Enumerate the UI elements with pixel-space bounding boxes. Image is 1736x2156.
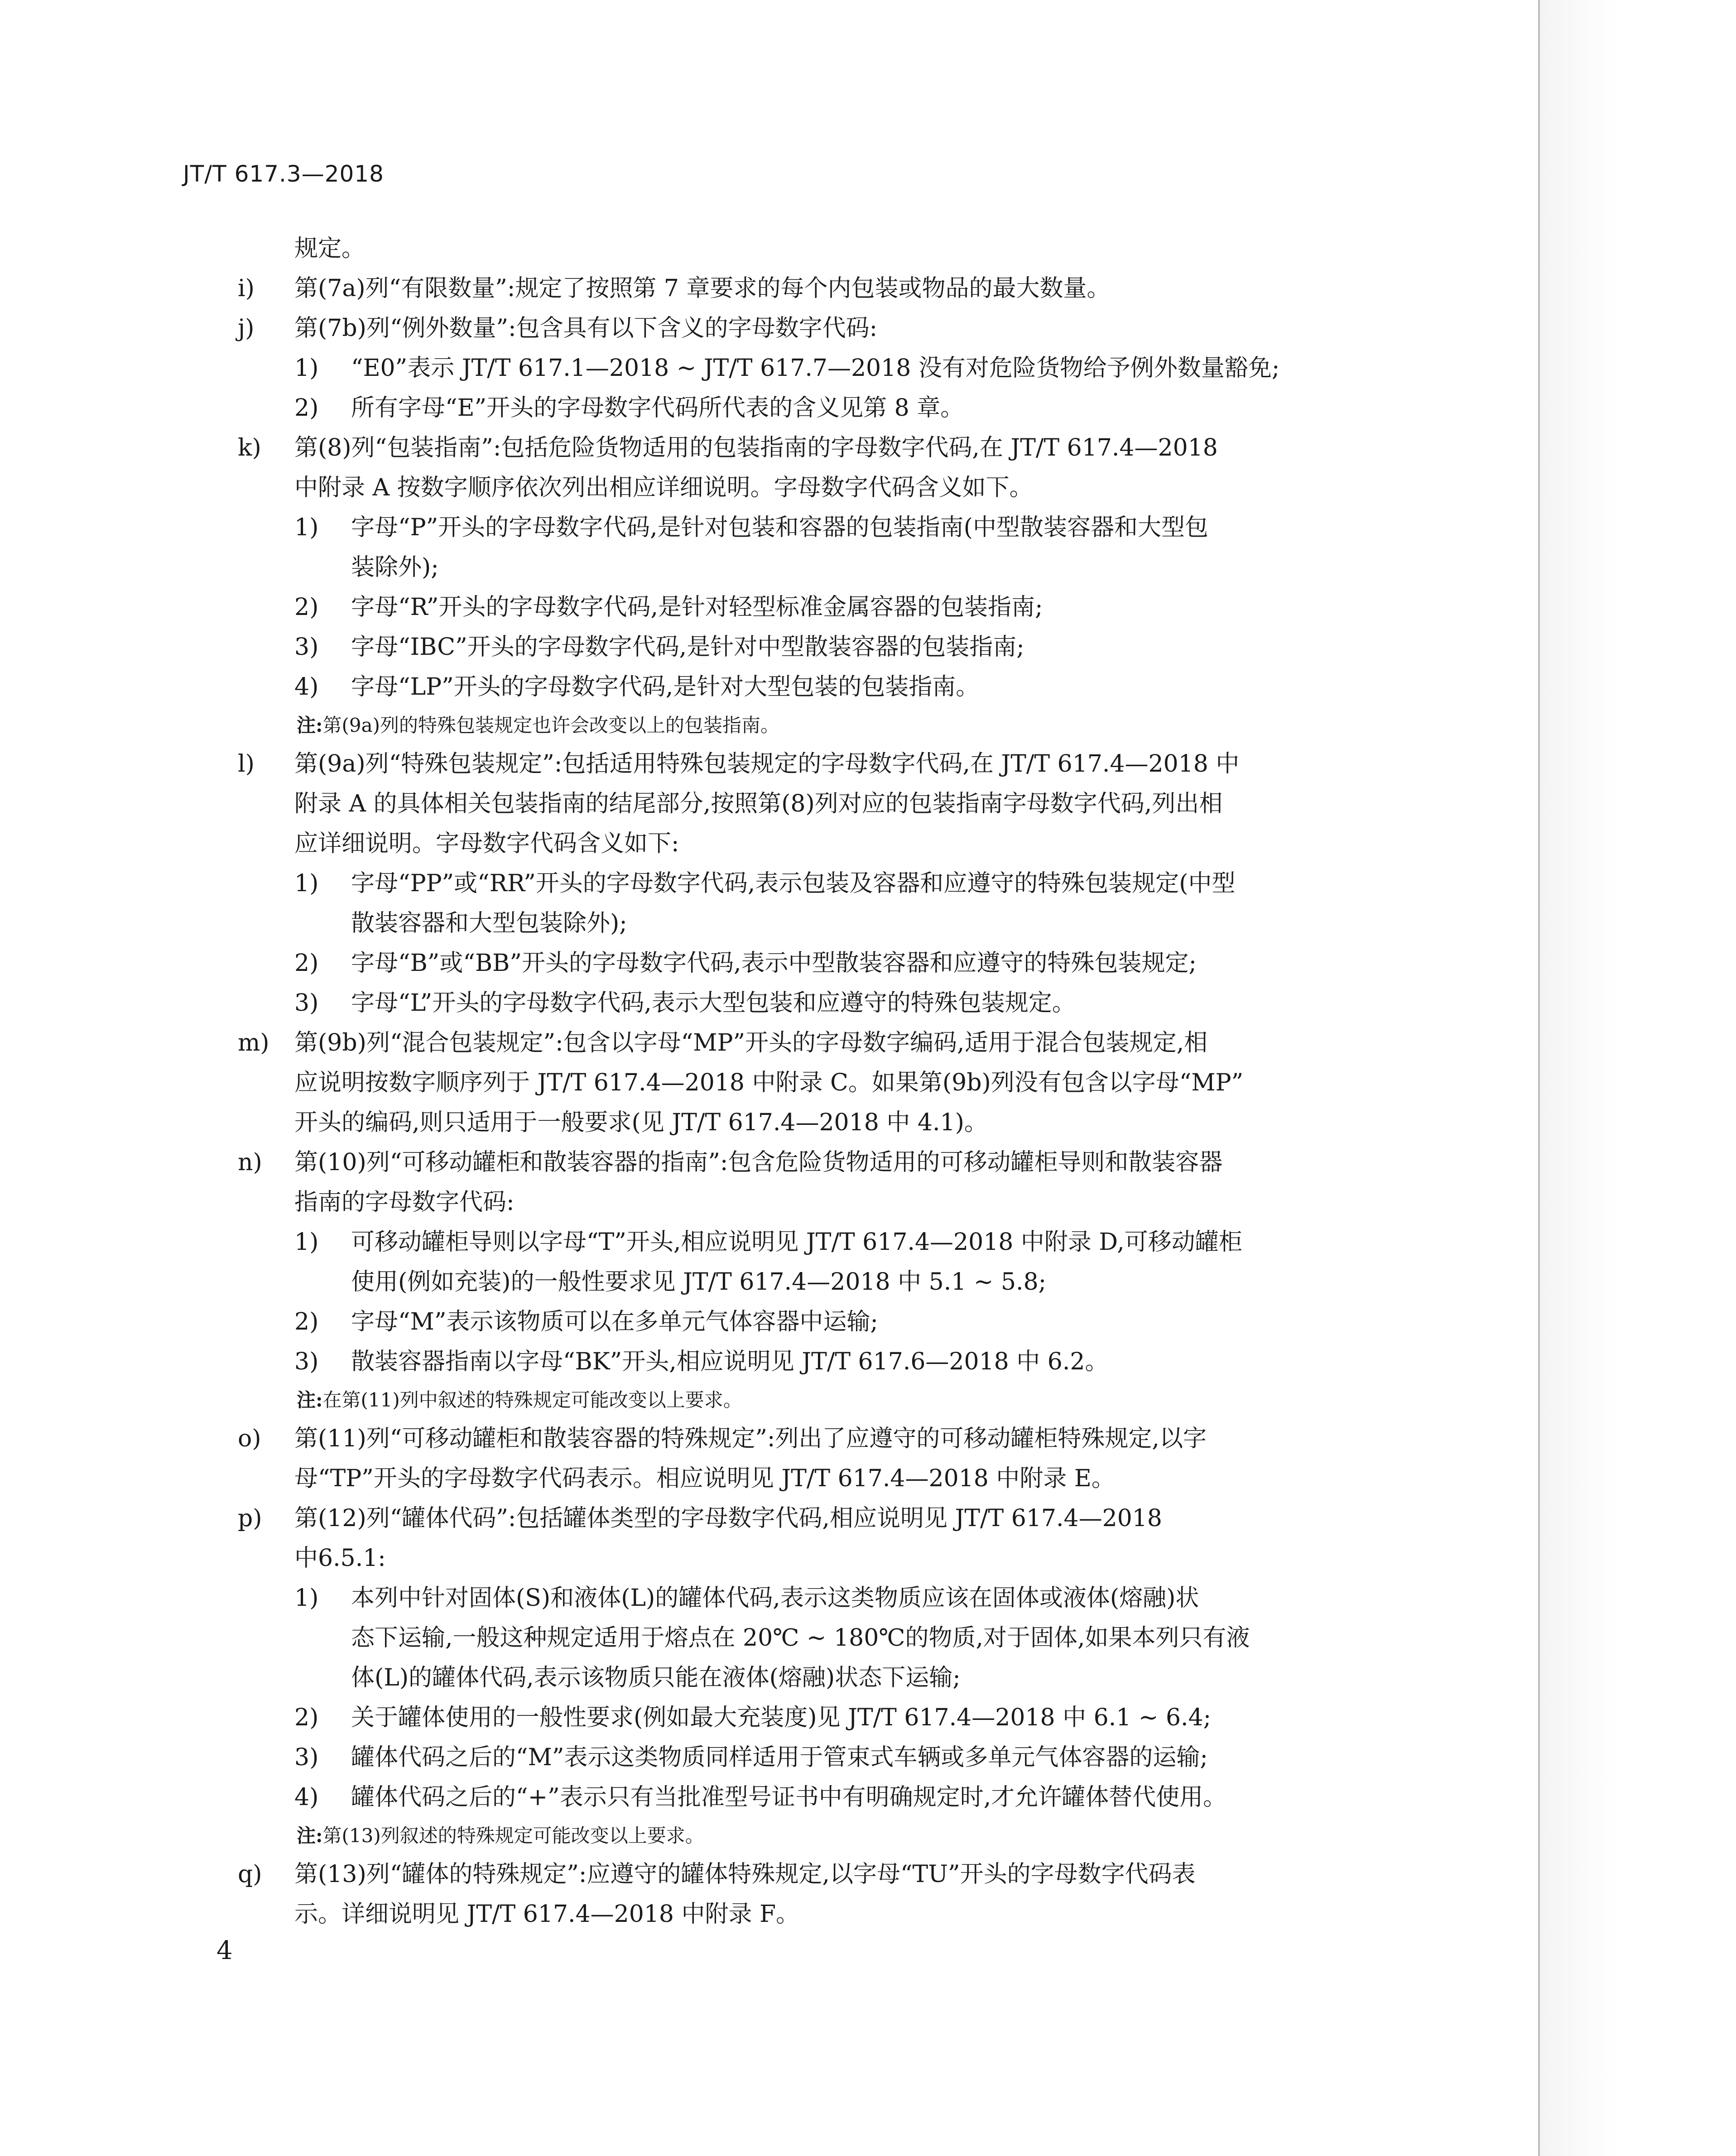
sub-list-item [0, 667, 1359, 707]
list-item [0, 1419, 1359, 1459]
note-text [297, 707, 779, 744]
line-text: 本列中针对固体(S)和液体(L)的罐体代码,表示这类物质应该在固体或液体(熔融)状 [351, 1585, 1199, 1612]
text-line [0, 1658, 1359, 1698]
list-marker: q) [238, 1861, 262, 1888]
line-text: 第(9a)列“特殊包装规定”:包括适用特殊包装规定的字母数字代码,在 JT/T 617.4—2018 中 [294, 750, 1240, 778]
list-marker: 3) [294, 1348, 319, 1375]
list-item [0, 269, 1359, 308]
line-text: 字母“M”表示该物质可以在多单元气体容器中运输; [351, 1308, 878, 1335]
list-marker: 3) [294, 1744, 319, 1771]
line-text: 应详细说明。字母数字代码含义如下: [294, 830, 679, 857]
list-marker: 3) [294, 634, 319, 661]
list-marker: 1) [294, 514, 319, 541]
text-line [0, 468, 1359, 508]
list-marker: n) [238, 1149, 262, 1176]
line-text: 字母“L”开头的字母数字代码,表示大型包装和应遵守的特殊包装规定。 [351, 989, 1076, 1017]
line-text: 罐体代码之后的“M”表示这类物质同样适用于管束式车辆或多单元气体容器的运输; [351, 1744, 1208, 1771]
list-marker: 2) [294, 950, 319, 977]
line-text: 开头的编码,则只适用于一般要求(见 JT/T 617.4—2018 中 4.1)。 [294, 1109, 988, 1136]
list-marker: k) [238, 434, 261, 461]
list-item [0, 308, 1359, 348]
sub-list-item [0, 1302, 1359, 1342]
line-text: 装除外); [351, 554, 439, 581]
list-marker: 3) [294, 989, 319, 1017]
sub-list-item [0, 1578, 1359, 1618]
list-marker: p) [238, 1505, 262, 1532]
line-text: 规定。 [294, 235, 365, 262]
note-text [297, 1382, 742, 1419]
list-item [0, 1023, 1359, 1063]
line-text: 应说明按数字顺序列于 JT/T 617.4—2018 中附录 C。如果第(9b)列没有包含以字母“MP” [294, 1069, 1244, 1096]
line-text: 态下运输,一般这种规定适用于熔点在 20℃ ~ 180℃的物质,对于固体,如果本列只有液 [351, 1624, 1250, 1652]
sub-list-item [0, 983, 1359, 1023]
line-text: 第(10)列“可移动罐柜和散装容器的指南”:包含危险货物适用的可移动罐柜导则和散装容器 [294, 1149, 1223, 1176]
note-body: 第(9a)列的特殊包装规定也许会改变以上的包装指南。 [322, 714, 780, 736]
list-item [0, 428, 1359, 468]
line-text: 罐体代码之后的“+”表示只有当批准型号证书中有明确规定时,才允许罐体替代使用。 [351, 1784, 1227, 1811]
note-body: 在第(11)列中叙述的特殊规定可能改变以上要求。 [322, 1389, 742, 1411]
sub-list-item [0, 508, 1359, 547]
list-marker: 1) [294, 355, 319, 382]
line-text: 中6.5.1: [294, 1545, 386, 1572]
line-text: 使用(例如充装)的一般性要求见 JT/T 617.4—2018 中 5.1 ~ 5.8; [351, 1268, 1047, 1296]
sub-list-item [0, 388, 1359, 428]
running-header: JT/T 617.3—2018 [183, 161, 384, 187]
sub-list-item [0, 1698, 1359, 1738]
line-text: 附录 A 的具体相关包装指南的结尾部分,按照第(8)列对应的包装指南字母数字代码,列出相 [294, 790, 1223, 817]
line-text: 中附录 A 按数字顺序依次列出相应详细说明。字母数字代码含义如下。 [294, 474, 1033, 501]
text-line [0, 1063, 1359, 1103]
list-item [0, 744, 1359, 784]
line-text: 字母“IBC”开头的字母数字代码,是针对中型散装容器的包装指南; [351, 634, 1024, 661]
text-line [0, 784, 1359, 824]
note-line [0, 1382, 1359, 1419]
list-marker: l) [238, 750, 255, 778]
note-line [0, 1817, 1359, 1854]
text-line [0, 1894, 1359, 1934]
list-marker: 2) [294, 394, 319, 422]
sub-list-item [0, 1222, 1359, 1262]
list-item [0, 1854, 1359, 1894]
sub-list-item [0, 1738, 1359, 1777]
list-item [0, 1498, 1359, 1538]
line-text: 字母“LP”开头的字母数字代码,是针对大型包装的包装指南。 [351, 673, 980, 701]
line-text: 第(7a)列“有限数量”:规定了按照第 7 章要求的每个内包装或物品的最大数量。 [294, 275, 1111, 302]
note-text [297, 1817, 704, 1854]
text-line [0, 1262, 1359, 1302]
list-marker: 1) [294, 1585, 319, 1612]
line-text: 所有字母“E”开头的字母数字代码所代表的含义见第 8 章。 [351, 394, 964, 422]
text-line [0, 1459, 1359, 1498]
list-marker: 4) [294, 1784, 319, 1811]
line-text: 第(12)列“罐体代码”:包括罐体类型的字母数字代码,相应说明见 JT/T 617.4—2018 [294, 1505, 1162, 1532]
sub-list-item [0, 1777, 1359, 1817]
line-text: 指南的字母数字代码: [294, 1189, 515, 1216]
sub-list-item [0, 348, 1359, 388]
line-text: 可移动罐柜导则以字母“T”开头,相应说明见 JT/T 617.4—2018 中附录 D,可移动罐柜 [351, 1229, 1242, 1256]
sub-list-item [0, 627, 1359, 667]
line-text: 字母“R”开头的字母数字代码,是针对轻型标准金属容器的包装指南; [351, 594, 1043, 621]
text-line [0, 547, 1359, 587]
line-text: “E0”表示 JT/T 617.1—2018 ~ JT/T 617.7—2018 没有对危险货物给予例外数量豁免; [351, 355, 1280, 382]
list-marker: o) [238, 1425, 261, 1452]
note-label: 注: [297, 1389, 323, 1411]
line-text: 第(7b)列“例外数量”:包含具有以下含义的字母数字代码: [294, 315, 878, 342]
text-line [0, 1538, 1359, 1578]
list-marker: 4) [294, 673, 319, 701]
line-text: 第(11)列“可移动罐柜和散装容器的特殊规定”:列出了应遵守的可移动罐柜特殊规定,以字 [294, 1425, 1207, 1452]
line-text: 第(9b)列“混合包装规定”:包含以字母“MP”开头的字母数字编码,适用于混合包装规定,相 [294, 1029, 1208, 1056]
line-text: 体(L)的罐体代码,表示该物质只能在液体(熔融)状态下运输; [351, 1664, 961, 1691]
line-text: 字母“P”开头的字母数字代码,是针对包装和容器的包装指南(中型散装容器和大型包 [351, 514, 1208, 541]
body-text [0, 229, 1359, 1934]
sub-list-item [0, 864, 1359, 903]
text-line [0, 824, 1359, 864]
sub-list-item [0, 587, 1359, 627]
page-edge-shadow [1540, 0, 1736, 2156]
sub-list-item [0, 943, 1359, 983]
list-marker: 1) [294, 870, 319, 897]
text-line [0, 1618, 1359, 1658]
line-text: 字母“B”或“BB”开头的字母数字代码,表示中型散装容器和应遵守的特殊包装规定; [351, 950, 1197, 977]
note-line [0, 707, 1359, 744]
line-text: 关于罐体使用的一般性要求(例如最大充装度)见 JT/T 617.4—2018 中 6.1 ~ 6.4; [351, 1704, 1212, 1731]
note-label: 注: [297, 714, 323, 736]
line-text: 散装容器和大型包装除外); [351, 910, 627, 937]
sub-list-item [0, 1342, 1359, 1382]
list-marker: 2) [294, 594, 319, 621]
note-body: 第(13)列叙述的特殊规定可能改变以上要求。 [322, 1825, 704, 1847]
line-text: 母“TP”开头的字母数字代码表示。相应说明见 JT/T 617.4—2018 中附录 E。 [294, 1465, 1115, 1492]
list-item [0, 1143, 1359, 1182]
line-text: 散装容器指南以字母“BK”开头,相应说明见 JT/T 617.6—2018 中 6.2。 [351, 1348, 1109, 1375]
list-marker: m) [238, 1029, 269, 1056]
list-marker: j) [238, 315, 255, 342]
text-line [0, 1182, 1359, 1222]
list-marker: i) [238, 275, 255, 302]
text-line [0, 229, 1359, 269]
list-marker: 2) [294, 1308, 319, 1335]
note-label: 注: [297, 1825, 323, 1847]
text-line [0, 903, 1359, 943]
line-text: 字母“PP”或“RR”开头的字母数字代码,表示包装及容器和应遵守的特殊包装规定(中型 [351, 870, 1236, 897]
list-marker: 2) [294, 1704, 319, 1731]
list-marker: 1) [294, 1229, 319, 1256]
text-line [0, 1103, 1359, 1143]
line-text: 第(8)列“包装指南”:包括危险货物适用的包装指南的字母数字代码,在 JT/T 617.4—2018 [294, 434, 1218, 461]
line-text: 示。详细说明见 JT/T 617.4—2018 中附录 F。 [294, 1901, 800, 1928]
line-text: 第(13)列“罐体的特殊规定”:应遵守的罐体特殊规定,以字母“TU”开头的字母数字代码表 [294, 1861, 1196, 1888]
page-number: 4 [216, 1936, 233, 1965]
